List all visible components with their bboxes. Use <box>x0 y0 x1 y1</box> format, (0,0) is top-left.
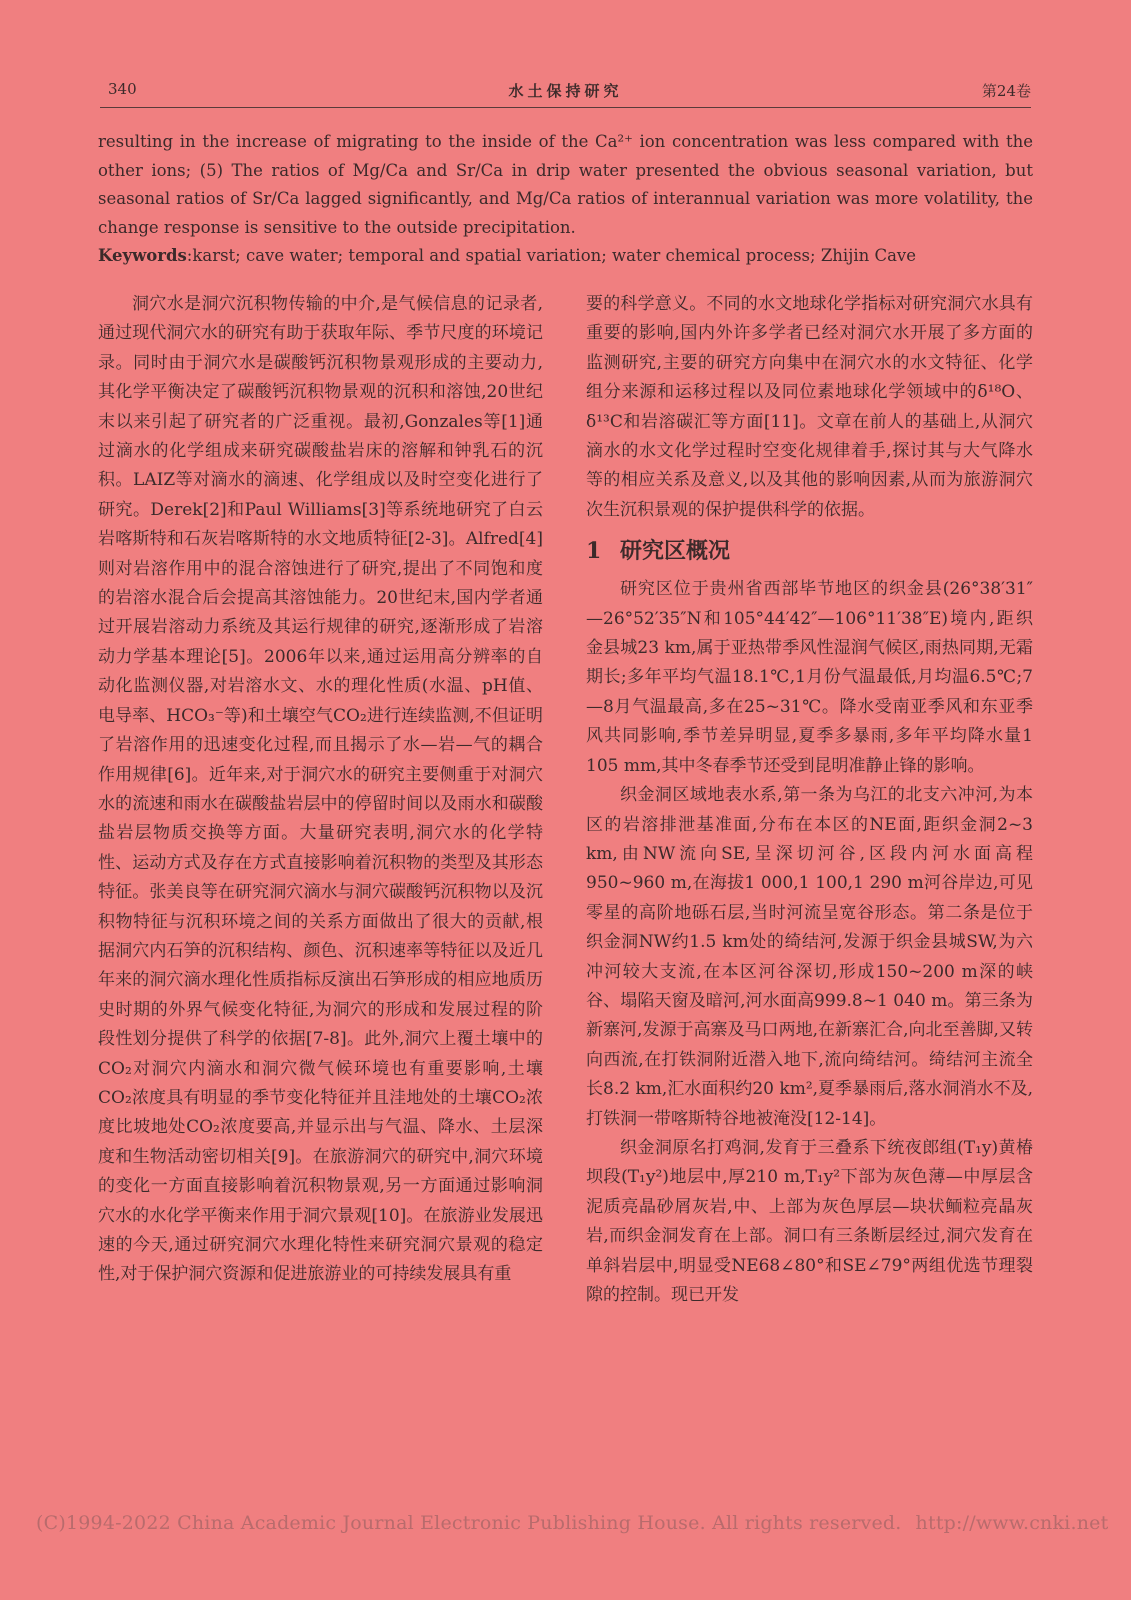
keywords-text: :karst; cave water; temporal and spatial variation; water chemical process; Zhijin Cave <box>186 246 917 265</box>
keywords-line <box>98 242 1033 271</box>
intro-paragraph-continued: 要的科学意义。不同的水文地球化学指标对研究洞穴水具有重要的影响,国内外许多学者已经对洞穴水开展了多方面的监测研究,主要的研究方向集中在洞穴水的水文特征、化学组分来源和运移过程以及同位素地球化学领域中的δ¹⁸O、δ¹³C和岩溶碳汇等方面[11]。文章在前人的基础上,从洞穴滴水的水文化学过程时空变化规律着手,探讨其与大气降水等的相应关系及意义,以及其他的影响因素,从而为旅游洞穴次生沉积景观的保护提供科学的依据。 <box>586 294 1033 520</box>
abstract-text: resulting in the increase of migrating to the inside of the Ca²⁺ ion concentration was less compared with the other ions; (5) The ratios of Mg/Ca and Sr/Ca in drip water presented the obvious seasonal variation, but seasonal ratios of Sr/Ca lagged significantly, and Mg/Ca ratios of interannual variation was more volatility, the change response is sensitive to the outside precipitation. <box>98 132 1033 237</box>
page-number: 340 <box>108 80 137 98</box>
right-column <box>586 290 1033 1310</box>
geology-paragraph: 织金洞原名打鸡洞,发育于三叠系下统夜郎组(T₁y)黄椿坝段(T₁y²)地层中,厚210 m,T₁y²下部为灰色薄—中厚层含泥质亮晶砂屑灰岩,中、上部为灰色厚层—块状鲕粒亮晶灰岩,而织金洞发育在上部。洞口有三条断层经过,洞穴发育在单斜岩层中,明显受NE68∠80°和SE∠79°两组优选节理裂隙的控制。现已开发 <box>586 1137 1033 1305</box>
section-heading <box>586 531 1033 571</box>
hydrology-paragraph: 织金洞区域地表水系,第一条为乌江的北支六冲河,为本区的岩溶排泄基准面,分布在本区的NE面,距织金洞2~3 km,由NW流向SE,呈深切河谷,区段内河水面高程950~960 m,在海拔1 000,1 100,1 290 m河谷岸边,可见零星的高阶地砾石层,当时河流呈宽谷形态。第二条是位于织金洞NW约1.5 km处的绮结河,发源于织金县城SW,为六冲河较大支流,在本区河谷深切,形成150~200 m深的峡谷、塌陷天窗及暗河,河水面高999.8~1 040 m。第三条为新寨河,发源于高寨及马口两地,在新寨汇合,向北至善脚,又转向西流,在打铁洞附近潜入地下,流向绮结河。绮结河主流全长8.2 km,汇水面积约20 km²,夏季暴雨后,落水洞消水不及,打铁洞一带喀斯特谷地被淹没[12-14]。 <box>586 785 1033 1129</box>
section-number: 1 <box>586 538 602 565</box>
copyright-footer <box>36 1512 1108 1534</box>
cnki-link[interactable]: http://www.cnki.net <box>915 1512 1109 1534</box>
copyright-text: (C)1994-2022 China Academic Journal Electronic Publishing House. All rights reserved. <box>36 1512 902 1534</box>
study-area-paragraph: 研究区位于贵州省西部毕节地区的织金县(26°38′31″—26°52′35″N和105°44′42″—106°11′38″E)境内,距织金县城23 km,属于亚热带季风性湿润气候区,雨热同期,无霜期长;多年平均气温18.1℃,1月份气温最低,月均温6.5℃;7—8月气温最高,多在25~31℃。降水受南亚季风和东亚季风共同影响,季节差异明显,夏季多暴雨,多年平均降水量1 105 mm,其中冬春季节还受到昆明准静止锋的影响。 <box>586 579 1033 776</box>
journal-title: 水土保持研究 <box>508 82 623 100</box>
running-header <box>100 80 1031 102</box>
keywords-label: Keywords <box>98 246 187 265</box>
intro-paragraph: 洞穴水是洞穴沉积物传输的中介,是气候信息的记录者,通过现代洞穴水的研究有助于获取年际、季节尺度的环境记录。同时由于洞穴水是碳酸钙沉积物景观形成的主要动力,其化学平衡决定了碳酸钙沉积物景观的沉积和溶蚀,20世纪末以来引起了研究者的广泛重视。最初,Gonzales等[1]通过滴水的化学组成来研究碳酸盐岩床的溶解和钟乳石的沉积。LAIZ等对滴水的滴速、化学组成以及时空变化进行了研究。Derek[2]和Paul Williams[3]等系统地研究了白云岩喀斯特和石灰岩喀斯特的水文地质特征[2-3]。Alfred[4]则对岩溶作用中的混合溶蚀进行了研究,提出了不同饱和度的岩溶水混合后会提高其溶蚀能力。20世纪末,国内学者通过开展岩溶动力系统及其运行规律的研究,逐渐形成了岩溶动力学基本理论[5]。2006年以来,通过运用高分辨率的自动化监测仪器,对岩溶水文、水的理化性质(水温、pH值、电导率、HCO₃⁻等)和土壤空气CO₂进行连续监测,不但证明了岩溶作用的迅速变化过程,而且揭示了水—岩—气的耦合作用规律[6]。近年来,对于洞穴水的研究主要侧重于对洞穴水的流速和雨水在碳酸盐岩层中的停留时间以及雨水和碳酸盐岩层物质交换等方面。大量研究表明,洞穴水的化学特性、运动方式及存在方式直接影响着沉积物的类型及其形态特征。张美良等在研究洞穴滴水与洞穴碳酸钙沉积物以及沉积物特征与沉积环境之间的关系方面做出了很大的贡献,根据洞穴内石笋的沉积结构、颜色、沉积速率等特征以及近几年来的洞穴滴水理化性质指标反演出石笋形成的相应地质历史时期的外界气候变化特征,为洞穴的形成和发展过程的阶段性划分提供了科学的依据[7-8]。此外,洞穴上覆土壤中的CO₂对洞穴内滴水和洞穴微气候环境也有重要影响,土壤CO₂浓度具有明显的季节变化特征并且洼地处的土壤CO₂浓度比坡地处CO₂浓度要高,并显示出与气温、降水、土层深度和生物活动密切相关[9]。在旅游洞穴的研究中,洞穴环境的变化一方面直接影响着沉积物景观,另一方面通过影响洞穴水的水化学平衡来作用于洞穴景观[10]。在旅游业发展迅速的今天,通过研究洞穴水理化特性来研究洞穴景观的稳定性,对于保护洞穴资源和促进旅游业的可持续发展具有重 <box>98 294 543 1285</box>
english-abstract <box>98 128 1033 271</box>
left-column <box>98 290 543 1290</box>
volume-label: 第24卷 <box>981 82 1031 100</box>
section-title: 研究区概况 <box>620 538 731 565</box>
header-rule <box>100 107 1031 108</box>
